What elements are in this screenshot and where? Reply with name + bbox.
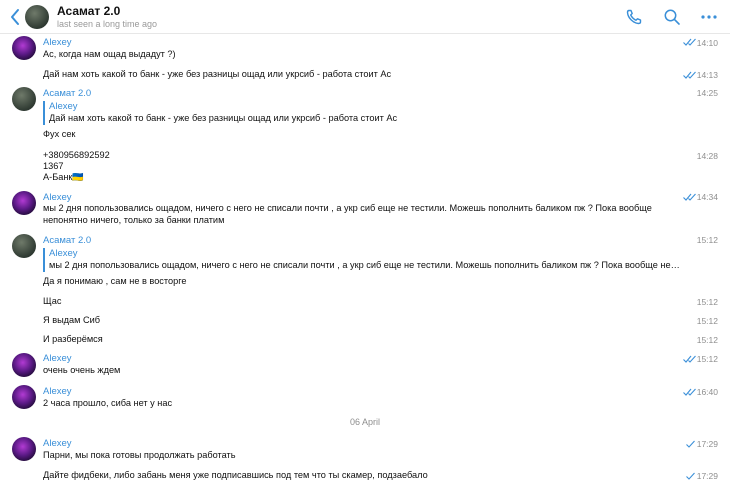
search-icon[interactable] bbox=[663, 8, 681, 26]
quote-text: Дай нам хоть какой то банк - уже без разницы ощад или укрсиб - работа стоит Ас bbox=[49, 113, 398, 123]
quote-sender: Alexey bbox=[49, 101, 78, 112]
reply-quote[interactable] bbox=[43, 101, 649, 125]
chat-header bbox=[0, 0, 730, 34]
message-time: 15:12 bbox=[696, 335, 718, 345]
message-line: 1367 bbox=[43, 161, 64, 171]
reply-quote[interactable] bbox=[43, 248, 689, 272]
message-text: Да я понимаю , сам не в восторге bbox=[43, 276, 187, 286]
message-time: 15:12 bbox=[696, 316, 718, 326]
message-text: 2 часа прошло, сиба нет у нас bbox=[43, 398, 173, 408]
quote-text: мы 2 дня попользовались ощадом, ничего с него не списали почти , а укр сиб еще не тестили. Можешь пополнить баликом пж ? Пока вообще не… bbox=[49, 260, 680, 270]
sender-avatar[interactable] bbox=[12, 36, 36, 60]
chat-status: last seen a long time ago bbox=[57, 19, 158, 29]
sender-name[interactable]: Alexey bbox=[43, 37, 72, 48]
sender-name[interactable]: Асамат 2.0 bbox=[43, 235, 92, 246]
quote-sender: Alexey bbox=[49, 248, 78, 259]
message-time: 14:28 bbox=[696, 151, 718, 161]
message-line: +380956892592 bbox=[43, 150, 110, 160]
sender-avatar[interactable] bbox=[12, 437, 36, 461]
message-text: И разберёмся bbox=[43, 334, 103, 344]
message-time: 14:25 bbox=[696, 88, 718, 98]
message-time: 14:10 bbox=[696, 38, 718, 48]
message-time: 15:12 bbox=[696, 297, 718, 307]
message-text: Фух сек bbox=[43, 129, 76, 139]
phone-icon[interactable] bbox=[625, 8, 643, 26]
message-time: 17:29 bbox=[696, 439, 718, 449]
sender-name[interactable]: Асамат 2.0 bbox=[43, 88, 92, 99]
message-text: мы 2 дня попользовались ощадом, ничего с него не списали почти , а укр сиб еще не тестили. Можешь пополнить баликом пж ? Пока вообще непонятно ничего, только за банки платим bbox=[43, 203, 652, 225]
sender-name[interactable]: Alexey bbox=[43, 192, 72, 203]
message-text: Парни, мы пока готовы продолжать работать bbox=[43, 450, 236, 460]
message-time: 16:40 bbox=[696, 387, 718, 397]
message-text: Щас bbox=[43, 296, 62, 306]
sender-avatar[interactable] bbox=[12, 353, 36, 377]
sender-name[interactable]: Alexey bbox=[43, 386, 72, 397]
date-separator: 06 April bbox=[349, 417, 381, 427]
sender-name[interactable]: Alexey bbox=[43, 353, 72, 364]
message-time: 14:13 bbox=[696, 70, 718, 80]
message-text: Дай нам хоть какой то банк - уже без разницы ощад или укрсиб - работа стоит Ас bbox=[43, 69, 392, 79]
sender-avatar[interactable] bbox=[12, 385, 36, 409]
message-line: А-Банк🇺🇦 bbox=[43, 172, 84, 182]
chat-title[interactable]: Асамат 2.0 bbox=[57, 4, 121, 18]
back-arrow-icon[interactable] bbox=[8, 8, 22, 26]
message-text: Дайте фидбеки, либо забань меня уже подписавшись под тем что ты скамер, подзаебало bbox=[43, 470, 428, 480]
message-time: 15:12 bbox=[696, 235, 718, 245]
message-text: Я выдам Сиб bbox=[43, 315, 101, 325]
sender-avatar[interactable] bbox=[12, 87, 36, 111]
sender-avatar[interactable] bbox=[12, 191, 36, 215]
sender-name[interactable]: Alexey bbox=[43, 438, 72, 449]
more-options-icon[interactable] bbox=[700, 8, 718, 26]
message-time: 15:12 bbox=[696, 354, 718, 364]
message-time: 14:34 bbox=[696, 192, 718, 202]
message-text: Ас, когда нам ощад выдадут ?) bbox=[43, 49, 176, 59]
sender-avatar[interactable] bbox=[12, 234, 36, 258]
message-time: 17:29 bbox=[696, 471, 718, 481]
message-text: очень очень ждем bbox=[43, 365, 121, 375]
chat-avatar[interactable] bbox=[25, 5, 49, 29]
